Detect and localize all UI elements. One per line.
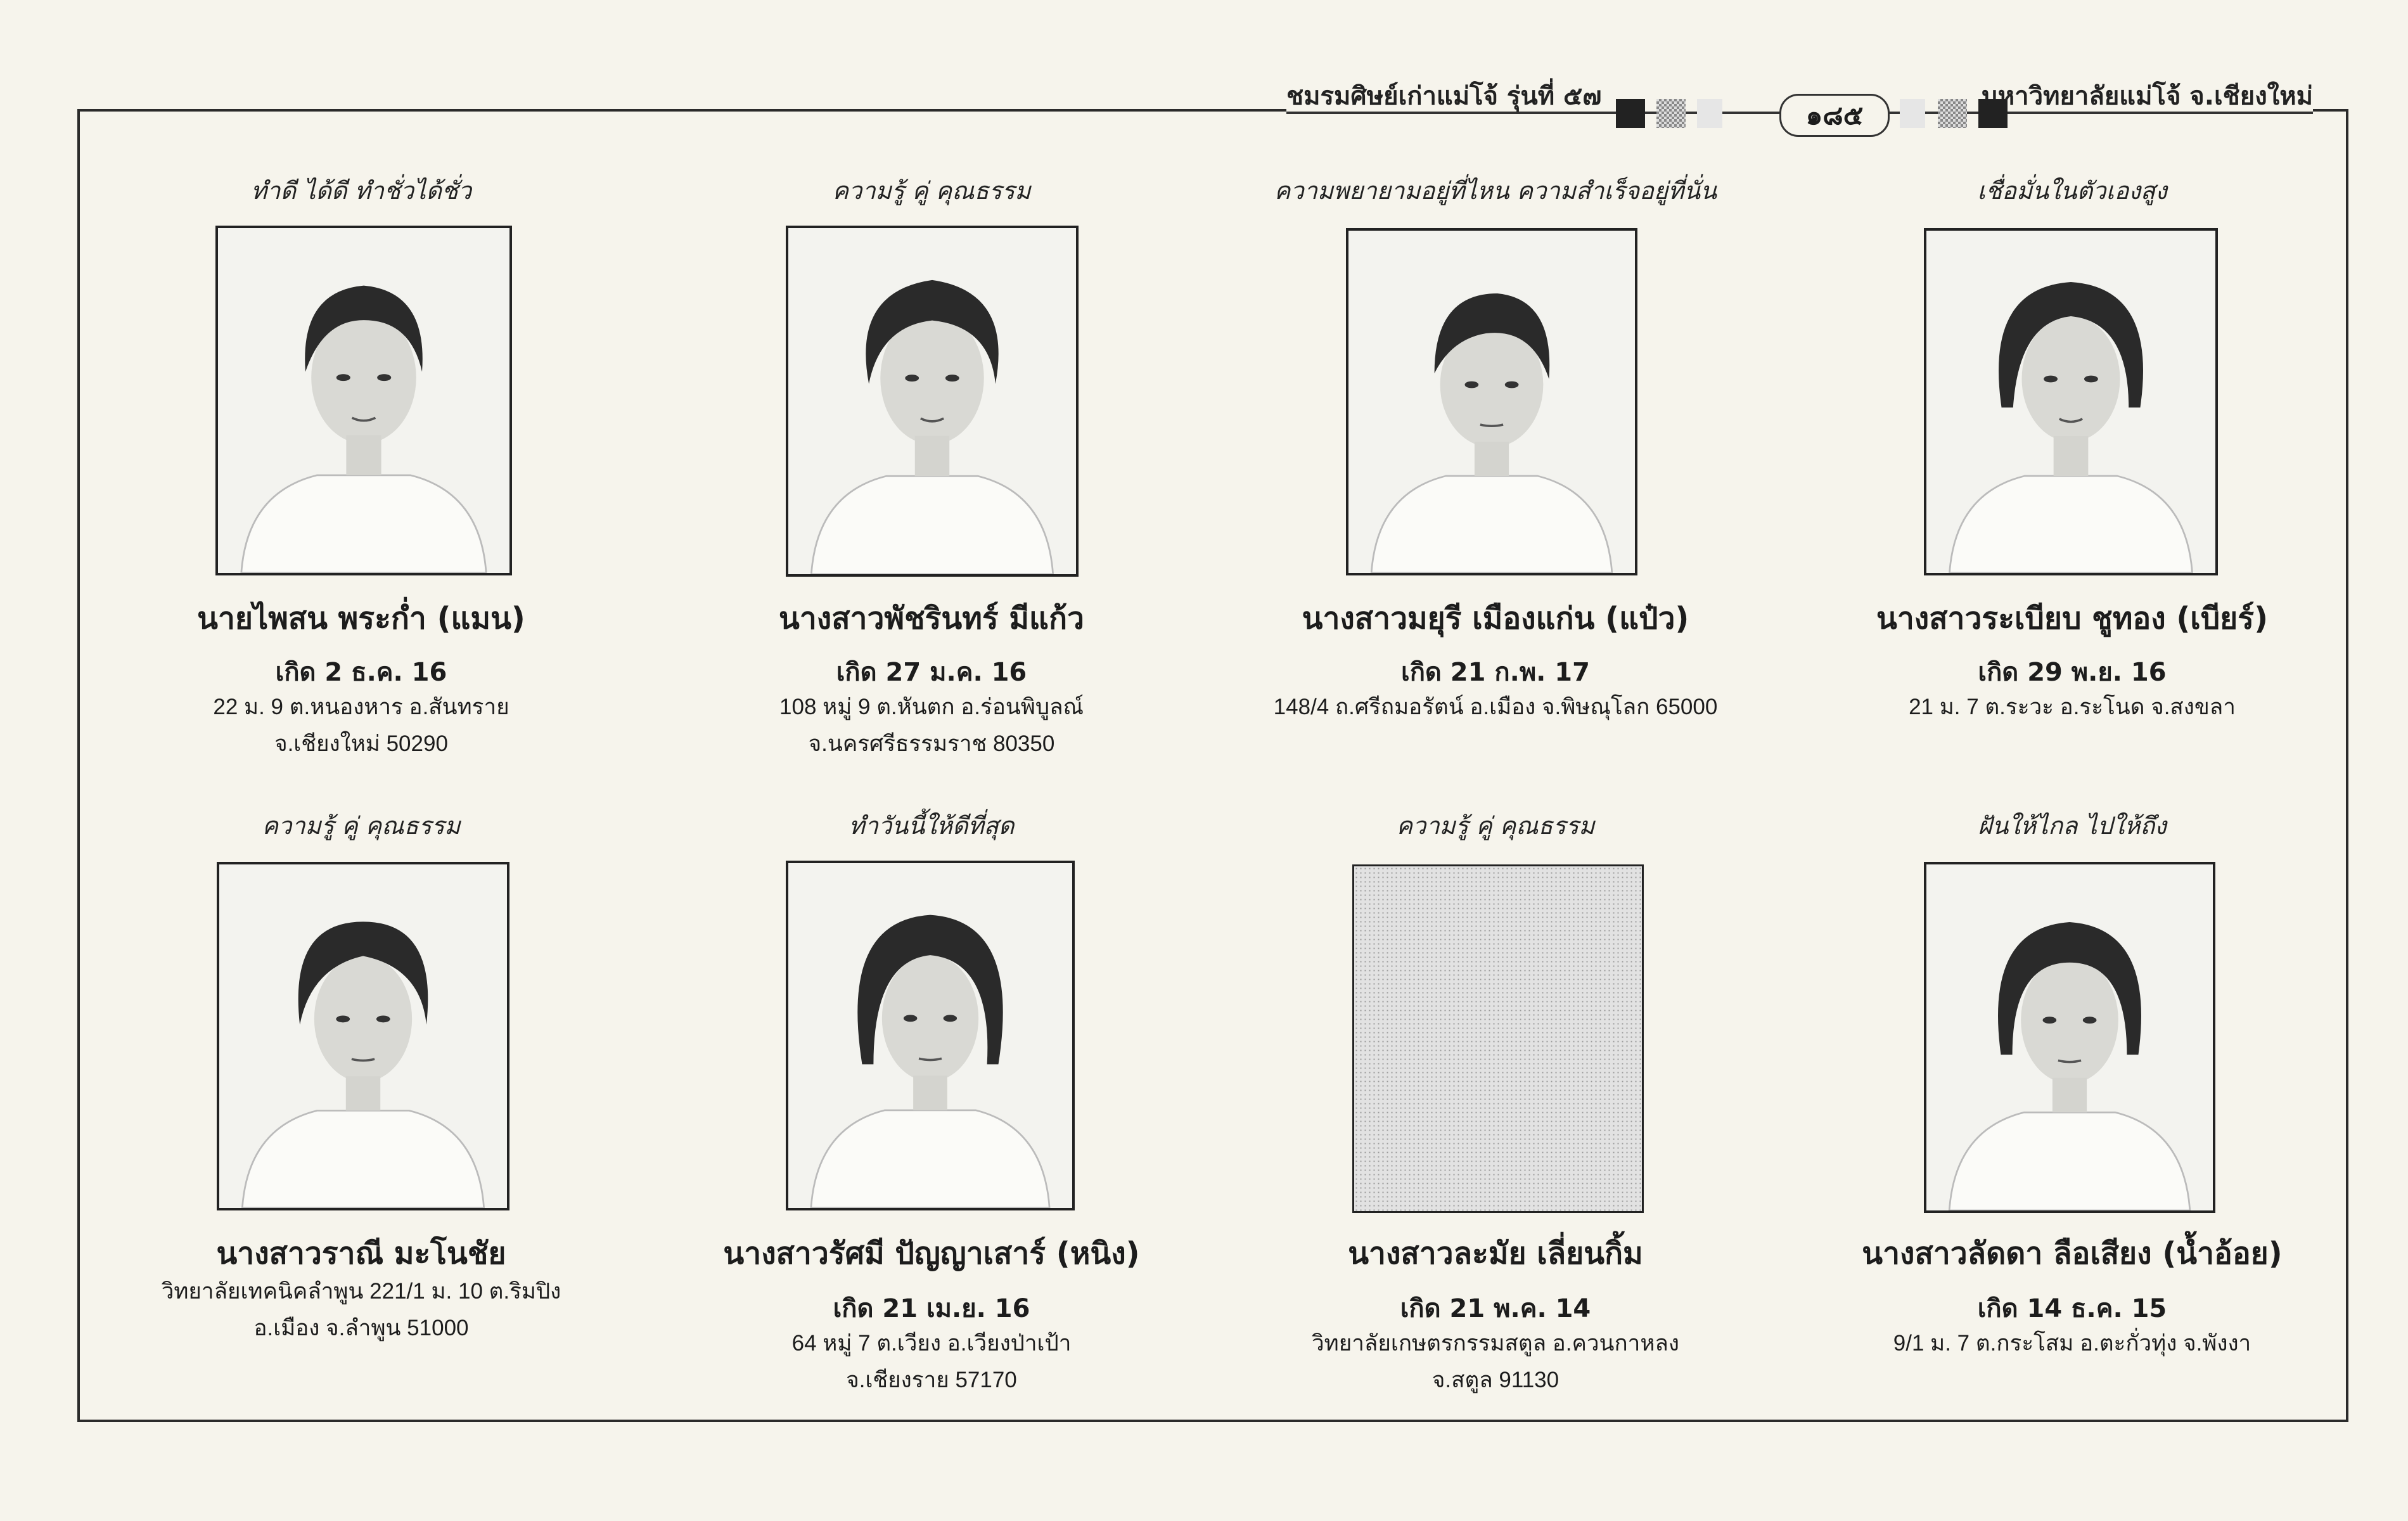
person-name: นายไพสน พระก่ำ (แมน) bbox=[197, 601, 525, 636]
birth-date: เกิด 21 เม.ย. 16 bbox=[833, 1294, 1030, 1323]
address-line-1: วิทยาลัยเทคนิคลำพูน 221/1 ม. 10 ต.ริมปิง bbox=[161, 1279, 561, 1304]
page-number: ๑๘๕ bbox=[1779, 94, 1890, 137]
motto: ความรู้ คู่ คุณธรรม bbox=[832, 177, 1031, 205]
person-name: นางสาวมยุรี เมืองแก่น (แป๋ว) bbox=[1302, 601, 1689, 636]
header-decoration bbox=[1616, 99, 2021, 132]
address-line-2: จ.เชียงใหม่ 50290 bbox=[274, 731, 448, 756]
address-line-1: 148/4 ถ.ศรีถมอรัตน์ อ.เมือง จ.พิษณุโลก 65000 bbox=[1273, 695, 1718, 719]
address-line-2: จ.สตูล 91130 bbox=[1431, 1368, 1559, 1392]
person-name: นางสาวรัศมี ปัญญาเสาร์ (หนิง) bbox=[723, 1236, 1140, 1271]
profile-card bbox=[1793, 806, 2351, 1402]
profile-card bbox=[82, 171, 640, 767]
person-name: นางสาวละมัย เลี่ยนกิ้ม bbox=[1348, 1236, 1643, 1271]
address-line-1: 9/1 ม. 7 ต.กระโสม อ.ตะกั่วทุ่ง จ.พังงา bbox=[1893, 1331, 2251, 1356]
profile-card bbox=[1217, 171, 1774, 767]
portrait-photo bbox=[786, 226, 1079, 577]
person-name: นางสาวราณี มะโนชัย bbox=[216, 1236, 506, 1271]
portrait-photo bbox=[1346, 228, 1637, 575]
page-header bbox=[1286, 75, 2313, 144]
person-name: นางสาวพัชรินทร์ มีแก้ว bbox=[779, 601, 1084, 636]
profile-card bbox=[1217, 806, 1774, 1402]
birth-date: เกิด 14 ธ.ค. 15 bbox=[1977, 1294, 2167, 1323]
profile-card bbox=[653, 806, 1210, 1402]
profile-card bbox=[82, 806, 640, 1402]
motto: ความรู้ คู่ คุณธรรม bbox=[262, 812, 461, 840]
motto: ความพยายามอยู่ที่ไหน ความสำเร็จอยู่ที่นั่น bbox=[1274, 177, 1717, 205]
birth-date: เกิด 27 ม.ค. 16 bbox=[836, 658, 1027, 687]
birth-date: เกิด 2 ธ.ค. 16 bbox=[275, 658, 447, 687]
photo-placeholder bbox=[1352, 864, 1644, 1213]
person-name: นางสาวลัดดา ลือเสียง (น้ำอ้อย) bbox=[1862, 1236, 2283, 1271]
header-club-title: ชมรมศิษย์เก่าแม่โจ้ รุ่นที่ ๕๗ bbox=[1286, 82, 1602, 111]
address-line-1: 108 หมู่ 9 ต.หันตก อ.ร่อนพิบูลณ์ bbox=[779, 695, 1084, 719]
motto: ทำวันนี้ให้ดีที่สุด bbox=[849, 812, 1015, 840]
birth-date: เกิด 21 ก.พ. 17 bbox=[1401, 658, 1590, 687]
address-line-2: จ.นครศรีธรรมราช 80350 bbox=[808, 731, 1055, 756]
birth-date: เกิด 21 พ.ค. 14 bbox=[1400, 1294, 1591, 1323]
motto: ฝันให้ไกล ไปให้ถึง bbox=[1978, 812, 2167, 840]
portrait-photo bbox=[1924, 228, 2218, 575]
address-line-2: จ.เชียงราย 57170 bbox=[846, 1368, 1017, 1392]
address-line-1: 64 หมู่ 7 ต.เวียง อ.เวียงป่าเป้า bbox=[791, 1331, 1072, 1356]
motto: ทำดี ได้ดี ทำชั่วได้ชั่ว bbox=[250, 177, 472, 205]
portrait-photo bbox=[217, 862, 509, 1210]
profile-card bbox=[653, 171, 1210, 767]
person-name: นางสาวระเบียบ ชูทอง (เบียร์) bbox=[1876, 601, 2268, 636]
portrait-photo bbox=[1924, 862, 2215, 1213]
address-line-1: 22 ม. 9 ต.หนองหาร อ.สันทราย bbox=[213, 695, 509, 719]
portrait-photo bbox=[786, 861, 1075, 1210]
birth-date: เกิด 29 พ.ย. 16 bbox=[1978, 658, 2167, 687]
address-line-2: อ.เมือง จ.ลำพูน 51000 bbox=[253, 1316, 469, 1340]
address-line-1: วิทยาลัยเกษตรกรรมสตูล อ.ควนกาหลง bbox=[1312, 1331, 1679, 1356]
profile-card bbox=[1793, 171, 2351, 767]
header-university: มหาวิทยาลัยแม่โจ้ จ.เชียงใหม่ bbox=[1981, 82, 2313, 111]
motto: ความรู้ คู่ คุณธรรม bbox=[1396, 812, 1595, 840]
address-line-1: 21 ม. 7 ต.ระวะ อ.ระโนด จ.สงขลา bbox=[1909, 695, 2236, 719]
motto: เชื่อมั่นในตัวเองสูง bbox=[1977, 177, 2167, 205]
portrait-photo bbox=[215, 226, 512, 575]
